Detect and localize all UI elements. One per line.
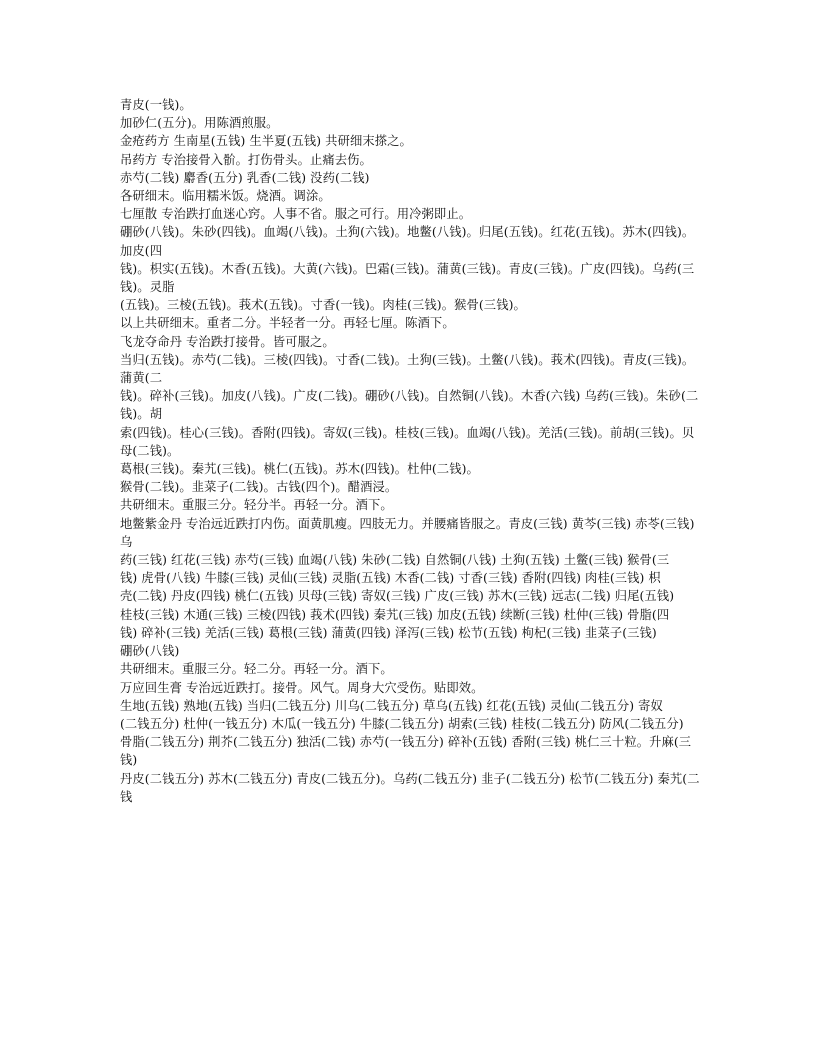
text-line: 桂枝(三钱) 木通(三钱) 三棱(四钱) 莪术(四钱) 秦艽(三钱) 加皮(五钱) 续断(三钱) 杜仲(三钱) 骨脂(四 (120, 607, 670, 622)
text-line: 药(三钱) 红花(三钱) 赤芍(三钱) 血竭(八钱) 朱砂(二钱) 自然铜(八钱) 土狗(五钱) 土鳖(三钱) 猴骨(三 (120, 553, 670, 568)
text-line: 索(四钱)。桂心(三钱)。香附(四钱)。寄奴(三钱)。桂枝(三钱)。血竭(八钱)。羌活(三钱)。前胡(三钱)。贝母(二钱)。 (120, 425, 695, 458)
text-line: 加砂仁(五分)。用陈酒煎服。 (120, 116, 279, 131)
text-line: 各研细末。临用糯米饭。烧酒。调涂。 (120, 189, 331, 204)
text-line: 共研细末。重服三分。轻分半。再轻一分。酒下。 (120, 498, 393, 513)
text-line: 钱) 碎补(三钱) 羌活(三钱) 葛根(三钱) 蒲黄(四钱) 泽泻(三钱) 松节(五钱) 枸杞(三钱) 韭菜子(三钱) (120, 625, 657, 640)
text-line: 骨脂(二钱五分) 荆芥(二钱五分) 独活(二钱) 赤芍(一钱五分) 碎补(五钱) 香附(三钱) 桃仁三十粒。升麻(三 (120, 735, 692, 750)
text-line: 青皮(一钱)。 (120, 98, 192, 112)
text-line: 丹皮(二钱五分) 苏木(二钱五分) 青皮(二钱五分)。乌药(二钱五分) 韭子(二钱五分) 松节(二钱五分) 秦艽(二钱 (120, 771, 700, 804)
text-line: 地鳖紫金丹 专治远近跌打内伤。面黄肌瘦。四肢无力。并腰痛皆服之。青皮(三钱) 黄芩(三钱) 赤苓(三钱) 乌 (120, 516, 695, 549)
text-line: 赤芍(二钱) 麝香(五分) 乳香(二钱) 没药(二钱) (120, 170, 370, 185)
text-line: 猴骨(二钱)。韭菜子(二钱)。古钱(四个)。醋酒浸。 (120, 480, 398, 495)
text-line: 金疮药方 生南星(五钱) 生半夏(五钱) 共研细末搽之。 (120, 134, 412, 149)
text-line: 钱)。枳实(五钱)。木香(五钱)。大黄(六钱)。巴霜(三钱)。蒲黄(三钱)。青皮(三钱)。广皮(四钱)。乌药(三钱)。灵脂 (120, 261, 695, 295)
text-line: 生地(五钱) 熟地(五钱) 当归(二钱五分) 川乌(二钱五分) 草乌(五钱) 红花(五钱) 灵仙(二钱五分) 寄奴 (120, 698, 663, 713)
document-page (120, 96, 706, 806)
text-line: 硼砂(八钱) (120, 644, 180, 659)
text-line: 钱) 虎骨(八钱) 牛膝(三钱) 灵仙(三钱) 灵脂(五钱) 木香(二钱) 寸香(三钱) 香附(四钱) 肉桂(三钱) 枳 (120, 571, 661, 586)
text-line: 共研细末。重服三分。轻二分。再轻一分。酒下。 (120, 662, 393, 677)
text-line: 万应回生膏 专治远近跌打。接骨。风气。周身大穴受伤。贴即效。 (120, 680, 484, 695)
text-line: 钱) (120, 753, 138, 768)
text-line: (二钱五分) 杜仲(一钱五分) 木瓜(一钱五分) 牛膝(二钱五分) 胡索(三钱) 桂枝(二钱五分) 防风(二钱五分) (120, 716, 684, 731)
text-line: 飞龙夺命丹 专治跌打接骨。皆可服之。 (120, 334, 335, 349)
text-line: (五钱)。三棱(五钱)。莪术(五钱)。寸香(一钱)。肉桂(三钱)。猴骨(三钱)。 (120, 298, 526, 313)
text-line: 以上共研细末。重者二分。半轻者一分。再轻七厘。陈酒下。 (120, 316, 455, 331)
text-line: 葛根(三钱)。秦艽(三钱)。桃仁(五钱)。苏木(四钱)。杜仲(二钱)。 (120, 462, 479, 477)
text-line: 硼砂(八钱)。朱砂(四钱)。血竭(八钱)。土狗(六钱)。地鳖(八钱)。归尾(五钱)。红花(五钱)。苏木(四钱)。加皮(四 (120, 225, 695, 258)
text-line: 钱)。碎补(三钱)。加皮(八钱)。广皮(二钱)。硼砂(八钱)。自然铜(八钱)。木香(六钱) 乌药(三钱)。朱砂(二钱)。胡 (120, 389, 699, 422)
text-line: 吊药方 专治接骨入骱。打伤骨头。止痛去伤。 (120, 152, 372, 167)
text-line: 当归(五钱)。赤芍(二钱)。三棱(四钱)。寸香(二钱)。土狗(三钱)。土鳖(八钱)。莪术(四钱)。青皮(三钱)。蒲黄(二 (120, 352, 695, 386)
text-line: 七厘散 专治跌打血迷心窍。人事不省。服之可行。用冷粥即止。 (120, 207, 472, 222)
text-line: 壳(二钱) 丹皮(四钱) 桃仁(五钱) 贝母(三钱) 寄奴(三钱) 广皮(三钱) 苏木(三钱) 远志(二钱) 归尾(五钱) (120, 589, 675, 604)
